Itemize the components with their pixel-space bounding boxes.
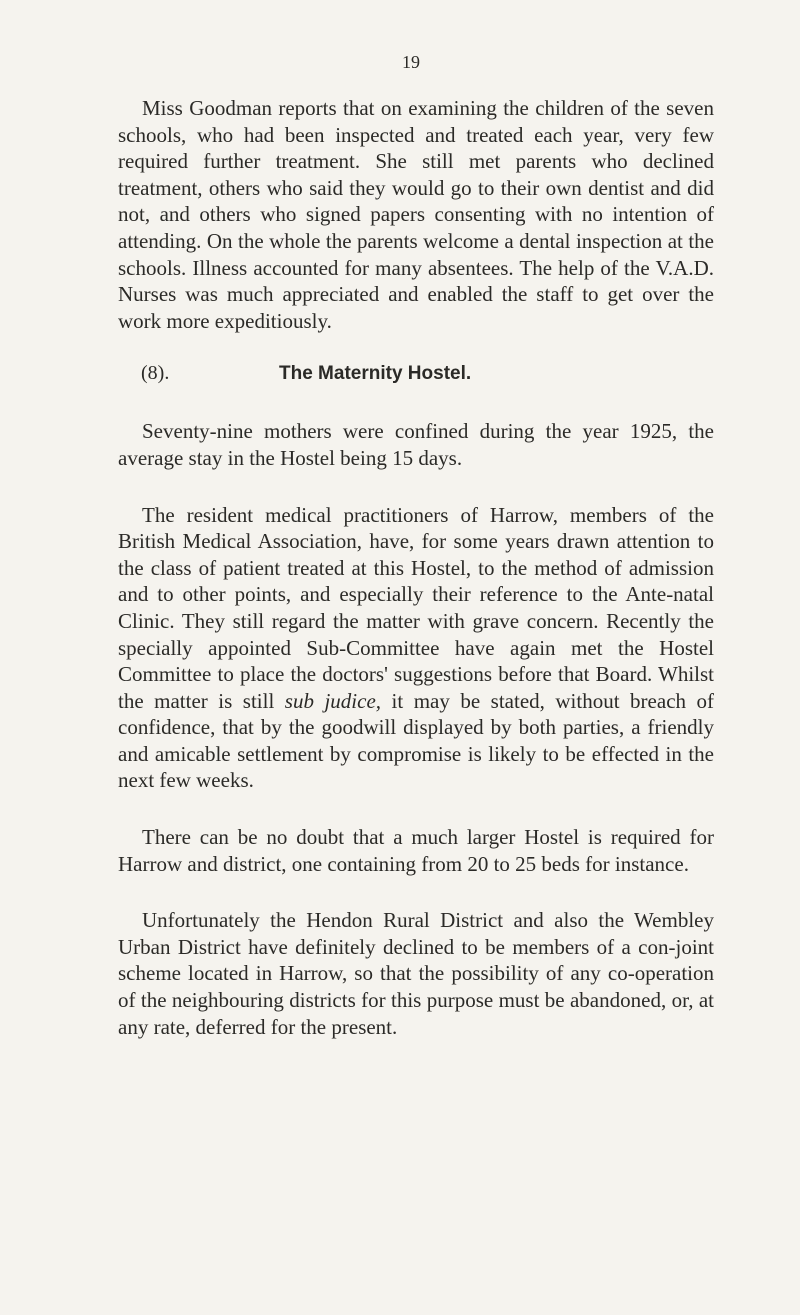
section-number: (8).	[141, 362, 170, 385]
page-number: 19	[402, 52, 420, 72]
paragraph-practitioners-part-1: The resident medical practitioners of Harrow, members of the British Medical Association, have, for some years drawn attention to the class of patient treated at this Hostel, to the method of admission and to other points, and especially their reference to the Ante-natal Clinic. They still regard the matter with grave concern. Recently the specially appointed Sub-Committee have again met the Hostel Committee to place the doctors' suggestions before that Board. Whilst the matter is still	[118, 502, 714, 713]
section-heading	[141, 362, 714, 385]
paragraph-practitioners-part-2: it may be stated, without breach of confidence, that by the goodwill displayed by both parties, a friendly and amicable settlement by compromise is likely to be effected in the next few weeks.	[118, 688, 714, 793]
paragraph-mothers-confined: Seventy-nine mothers were confined during the year 1925, the average stay in the Hostel being 15 days.	[118, 419, 714, 470]
latin-phrase: sub judice,	[284, 688, 382, 713]
document-page	[118, 52, 714, 1040]
paragraph-larger-hostel: There can be no doubt that a much larger Hostel is required for Harrow and district, one containing from 20 to 25 beds for instance.	[118, 825, 714, 876]
paragraph-hendon-wembley: Unfortunately the Hendon Rural District and also the Wembley Urban District have definitely declined to be members of a con-joint scheme located in Harrow, so that the possibility of any co-operation of the neighbouring districts for this purpose must be abandoned, or, at any rate, deferred for the present.	[118, 908, 714, 1039]
paragraph-medical-practitioners	[118, 502, 714, 795]
paragraph-dental-report: Miss Goodman reports that on examining the children of the seven schools, who had been inspected and treated each year, very few required further treatment. She still met parents who declined treatment, others who said they would go to their own dentist and did not, and others who signed papers consenting with no intention of attending. On the whole the parents welcome a dental inspection at the schools. Illness accounted for many absentees. The help of the V.A.D. Nurses was much appreciated and enabled the staff to get over the work more expeditiously.	[118, 96, 714, 333]
section-title: The Maternity Hostel.	[279, 363, 472, 385]
